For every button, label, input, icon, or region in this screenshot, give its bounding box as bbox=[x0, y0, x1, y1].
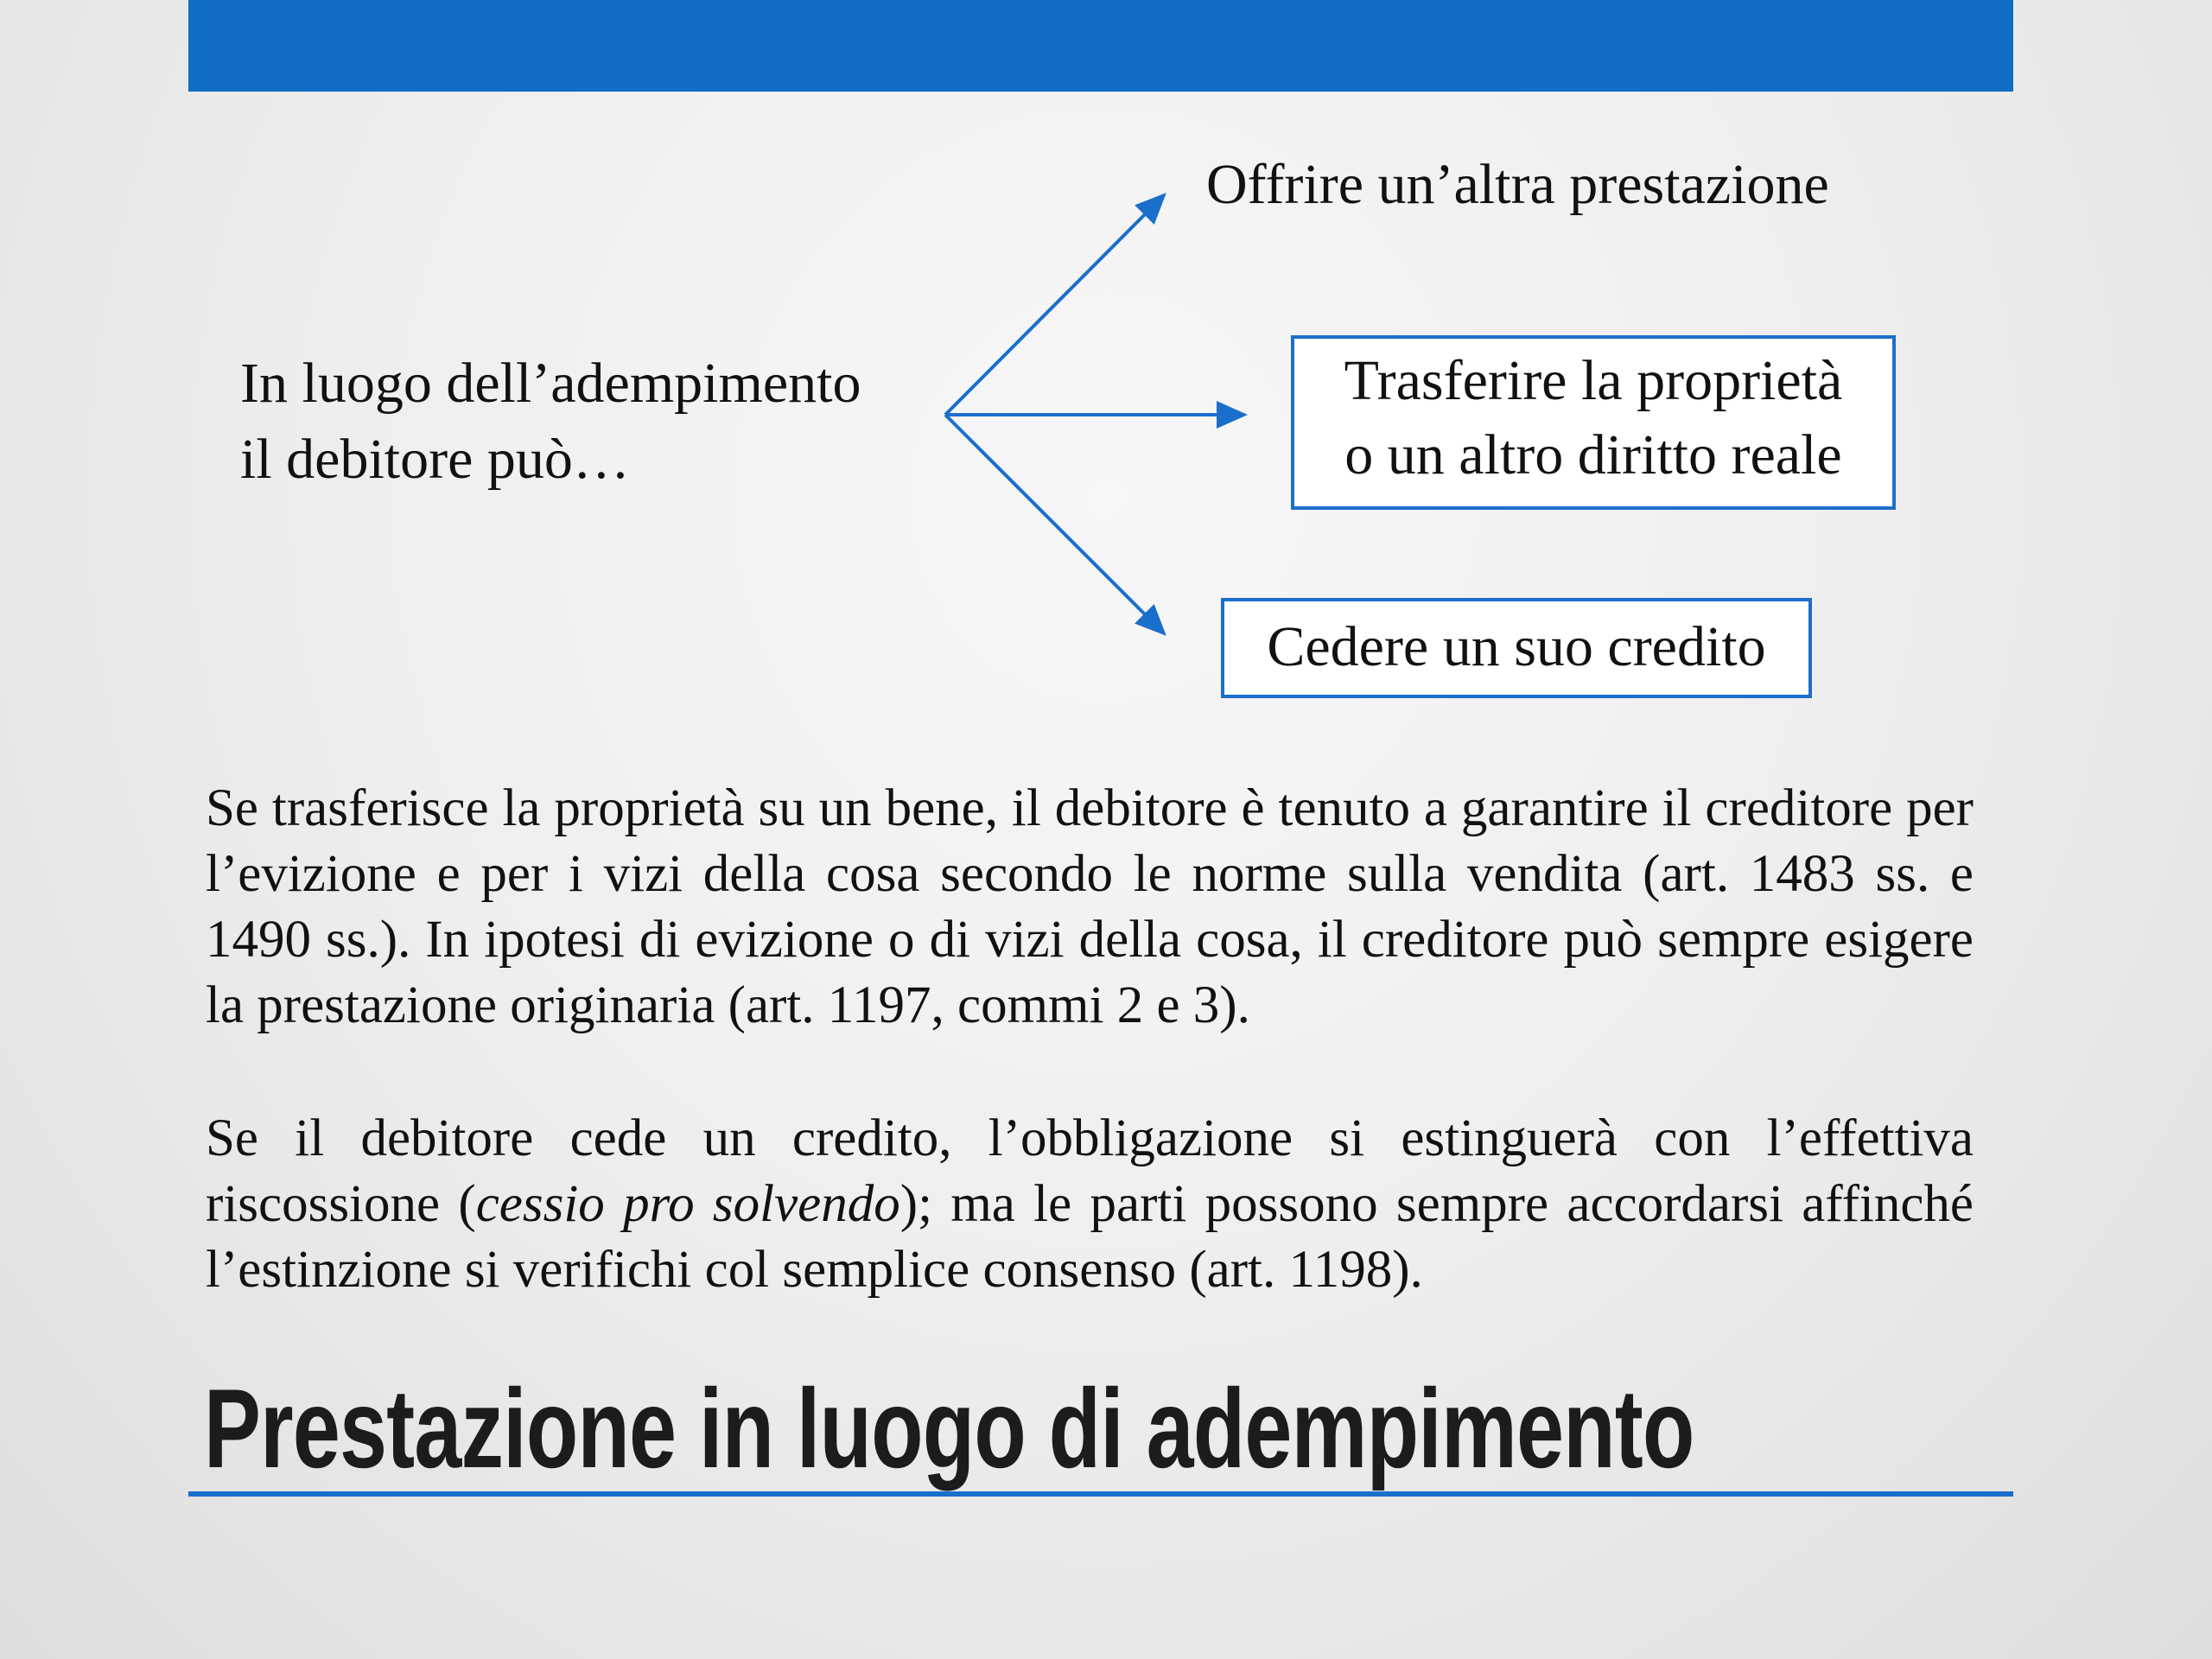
source-line-2: il debitore può… bbox=[240, 428, 630, 491]
body-paragraph-1: Se trasferisce la proprietà su un bene, il debitore è tenuto a garantire il creditore per l’evizione e per i vizi della cosa secondo le norme sulla vendita (art. 1483 ss. e 1490 ss.). In ipotesi di evizione o di vizi della cosa, il creditore può sempre esigere la prestazione originaria (art. 1197, commi 2 e 3). bbox=[206, 779, 1974, 1034]
para2-italic-term: cessio pro solvendo bbox=[475, 1175, 900, 1233]
header-accent-bar bbox=[188, 0, 2013, 92]
option-transfer-line-1: Trasferire la proprietà bbox=[1344, 349, 1843, 412]
para2-text-after: ); ma le parti possono sempre accordarsi affinché l’estinzione si verifichi col semplice consenso (art. 1198). bbox=[206, 1175, 1974, 1299]
option-offer-other-performance: Offrire un’altra prestazione bbox=[1206, 153, 1829, 216]
option-transfer-line-2: o un altro diritto reale bbox=[1344, 423, 1842, 486]
arrow-to-first-option bbox=[945, 195, 1164, 415]
slide-title: Prestazione in luogo di adempimento bbox=[204, 1365, 1694, 1491]
diagram-source-text bbox=[240, 346, 861, 498]
option-transfer-property-box bbox=[1291, 335, 1896, 510]
para2-text-before: Se il debitore cede un credito, l’obbligazione si estinguerà con l’effettiva riscossione ( bbox=[206, 1109, 1974, 1233]
option-assign-credit-label: Cedere un suo credito bbox=[1267, 615, 1766, 678]
body-paragraph-2 bbox=[206, 1106, 1974, 1303]
title-underline bbox=[188, 1491, 2013, 1497]
source-line-1: In luogo dell’adempimento bbox=[240, 352, 861, 415]
arrow-to-third-option bbox=[945, 415, 1164, 633]
option-assign-credit-box bbox=[1221, 598, 1812, 698]
